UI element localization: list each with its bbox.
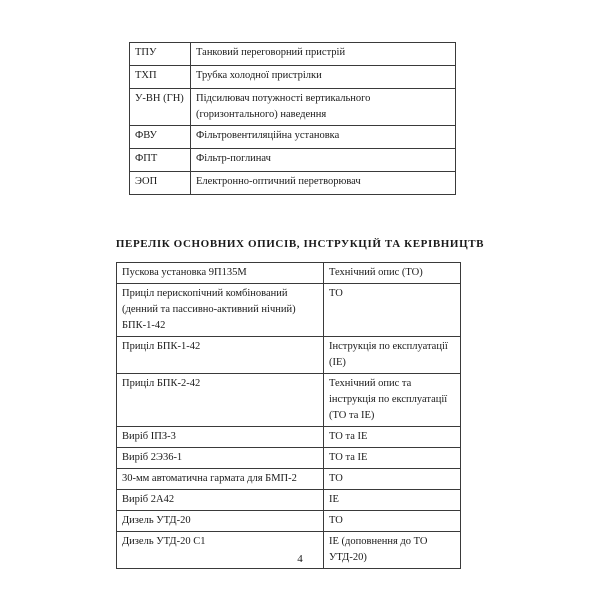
item-cell: Дизель УТД-20 С1: [117, 532, 324, 569]
item-cell: Дизель УТД-20: [117, 511, 324, 532]
abbreviations-table: [129, 42, 456, 195]
documents-table: [116, 262, 461, 569]
abbreviation-cell: ФВУ: [130, 126, 191, 149]
document-cell: Технічний опис (ТО): [324, 263, 461, 284]
table-row: [117, 490, 461, 511]
table-row: [117, 337, 461, 374]
table-row: [130, 149, 456, 172]
item-cell: Виріб 2А42: [117, 490, 324, 511]
table-row: [117, 511, 461, 532]
table-row: [130, 89, 456, 126]
meaning-cell: Фільтровентиляційна установка: [191, 126, 456, 149]
item-cell: Пускова установка 9П135М: [117, 263, 324, 284]
meaning-cell: Трубка холодної пристрілки: [191, 66, 456, 89]
document-cell: ТО: [324, 469, 461, 490]
document-cell: ТО та ІЕ: [324, 448, 461, 469]
table-row: [130, 126, 456, 149]
abbreviation-cell: ЭОП: [130, 172, 191, 195]
table-row: [117, 374, 461, 427]
document-cell: ТО та ІЕ: [324, 427, 461, 448]
meaning-cell: Танковий переговорний пристрій: [191, 43, 456, 66]
item-cell: Приціл перископічний комбінований (денний та пассивно-активний нічний) БПК-1-42: [117, 284, 324, 337]
abbreviation-cell: ФПТ: [130, 149, 191, 172]
page-number: 4: [297, 553, 303, 565]
table-row: [117, 263, 461, 284]
item-cell: Приціл БПК-2-42: [117, 374, 324, 427]
meaning-cell: Електронно-оптичний перетворювач: [191, 172, 456, 195]
meaning-cell: Фільтр-поглинач: [191, 149, 456, 172]
abbreviation-cell: ТПУ: [130, 43, 191, 66]
table-row: [130, 66, 456, 89]
item-cell: Виріб ІПЗ-3: [117, 427, 324, 448]
table-row: [130, 43, 456, 66]
table-row: [117, 469, 461, 490]
section-heading: ПЕРЕЛІК ОСНОВНИХ ОПИСІВ, ІНСТРУКЦІЙ ТА КЕРІВНИЦТВ: [115, 238, 485, 250]
meaning-cell: Підсилювач потужності вертикального (горизонтального) наведення: [191, 89, 456, 126]
document-cell: ТО: [324, 284, 461, 337]
table-row: [117, 427, 461, 448]
table-row: [117, 284, 461, 337]
table-row: [130, 172, 456, 195]
item-cell: Виріб 2Э36-1: [117, 448, 324, 469]
document-cell: ТО: [324, 511, 461, 532]
document-cell: ІЕ: [324, 490, 461, 511]
document-cell: ІЕ (доповнення до ТО УТД-20): [324, 532, 461, 569]
abbreviation-cell: ТХП: [130, 66, 191, 89]
document-cell: Технічний опис та інструкція по експлуатації (ТО та ІЕ): [324, 374, 461, 427]
table-row: [117, 448, 461, 469]
document-cell: Інструкція по експлуатації (ІЕ): [324, 337, 461, 374]
abbreviation-cell: У-ВН (ГН): [130, 89, 191, 126]
item-cell: Приціл БПК-1-42: [117, 337, 324, 374]
item-cell: 30-мм автоматична гармата для БМП-2: [117, 469, 324, 490]
